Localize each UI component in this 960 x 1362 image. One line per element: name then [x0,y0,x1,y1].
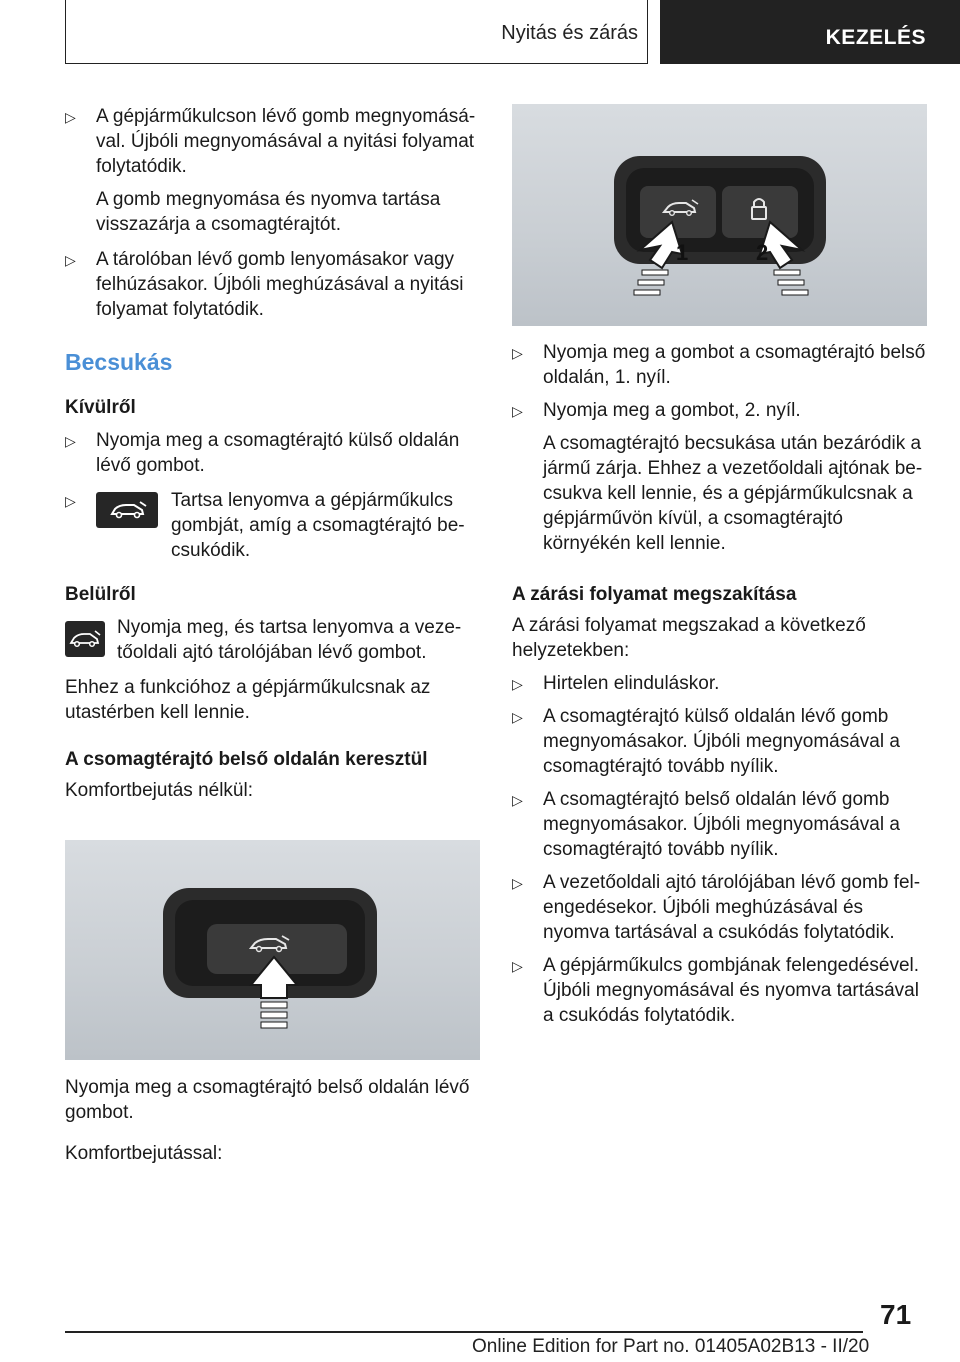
arrow-label-1: 1 [676,240,689,265]
footer-divider [65,1331,863,1333]
footer-edition: Online Edition for Part no. 01405A02B13 - II/20 [472,1336,870,1357]
list-item [512,398,927,556]
bullet-text: A csomagtérajtó külső oldalán lévő gomb megnyomásakor. Újbóli megnyomásával a csomagtérajtó tovább nyílik. [543,706,900,777]
triangle-bullet-icon: ▷ [65,433,76,449]
list-item [512,870,927,945]
triangle-bullet-icon: ▷ [512,403,523,419]
bullet-text: A gépjárműkulcson lévő gomb megnyomásával. Újbóli megnyomásával a nyitási folyamat folytatódik. [96,106,476,177]
list-item [65,247,477,322]
bullet-text: A csomagtérajtó belső oldalán lévő gomb megnyomásakor. Újbóli megnyomásával a csomagtérajtó tovább nyílik. [543,789,900,860]
interrupt-heading: A zárási folyamat megszakítása [512,584,797,605]
inside-instruction [65,615,477,667]
list-item [512,671,927,696]
triangle-bullet-icon: ▷ [512,792,523,808]
bullet-subtext: A gomb megnyomása és nyomva tartása visszazárja a csomagtérajtót. [96,189,441,235]
trunk-buttons-photo [512,104,927,326]
bullet-text: Nyomja meg a gombot a csomagtérajtó belső oldalán, 1. nyíl. [543,342,926,388]
bullet-text: Tartsa lenyomva a gépjárműkulcs gombját, amíg a csomagtérajtó becsukódik. [171,490,465,561]
door-trunk-button-icon [65,621,105,657]
with-comfort-label: Komfortbejutással: [65,1143,223,1164]
interrupt-intro: A zárási folyamat megszakad a következő helyzetekben: [512,615,866,661]
left-column [65,104,477,803]
right-column [512,340,927,1028]
list-item [65,488,477,564]
inside-text: Nyomja meg, és tartsa lenyomva a vezetőoldali ajtó tárolójában lévő gombot. [117,617,462,663]
image-caption: Nyomja meg a csomagtérajtó belső oldalán lévő gombot. [65,1077,470,1123]
list-item [65,104,477,237]
section-title: Becsukás [65,349,173,375]
triangle-bullet-icon: ▷ [512,676,523,692]
via-heading: A csomagtérajtó belső oldalán keresztül [65,749,428,770]
bullet-subtext: A csomagtérajtó becsukása után bezáródik a jármű zárja. Ehhez a vezetőoldali ajtónak becsukva kell lennie, és a gépjárműkulcsnak a gépjárművön kívül, a csomagtérajtó környékén kell lennie. [543,433,923,554]
bullet-text: Hirtelen elinduláskor. [543,673,720,694]
list-item [512,340,927,390]
list-item [512,953,927,1028]
header-chapter-tab [660,0,960,64]
bullet-text: A tárolóban lévő gomb lenyomásakor vagy felhúzásakor. Újbóli meghúzásával a nyitási folyamat folytatódik. [96,249,464,320]
list-item [512,787,927,862]
triangle-bullet-icon: ▷ [512,875,523,891]
triangle-bullet-icon: ▷ [65,252,76,268]
bullet-text: Nyomja meg a gombot, 2. nyíl. [543,400,801,421]
triangle-bullet-icon: ▷ [512,958,523,974]
inside-heading: Belülről [65,584,136,605]
arrow-label-2: 2 [756,240,769,265]
list-item [512,704,927,779]
triangle-bullet-icon: ▷ [65,109,76,125]
triangle-bullet-icon: ▷ [512,709,523,725]
key-trunk-button-icon [96,492,158,528]
without-comfort-label: Komfortbejutás nélkül: [65,780,253,801]
triangle-bullet-icon: ▷ [512,345,523,361]
list-item [65,428,477,478]
trunk-button-photo [65,840,480,1060]
bullet-text: Nyomja meg a csomagtérajtó külső oldalán lévő gombot. [96,430,460,476]
outside-heading: Kívülről [65,397,136,418]
header-section-title: Nyitás és zárás [501,22,638,44]
bullet-text: A vezetőoldali ajtó tárolójában lévő gomb felengedésekor. Újbóli meghúzásával és nyomva tartásával a csukódás folytatódik. [543,872,921,943]
left-column-bottom [65,1075,480,1166]
triangle-bullet-icon: ▷ [65,493,76,509]
inside-note: Ehhez a funkcióhoz a gépjárműkulcsnak az utastérben kell lennie. [65,677,431,723]
page-number: 71 [880,1299,912,1330]
header-chapter-title: KEZELÉS [825,26,926,49]
bullet-text: A gépjárműkulcs gombjának felengedésével. Újbóli megnyomásával és nyomva tartásával a csukódás folytatódik. [543,955,920,1026]
